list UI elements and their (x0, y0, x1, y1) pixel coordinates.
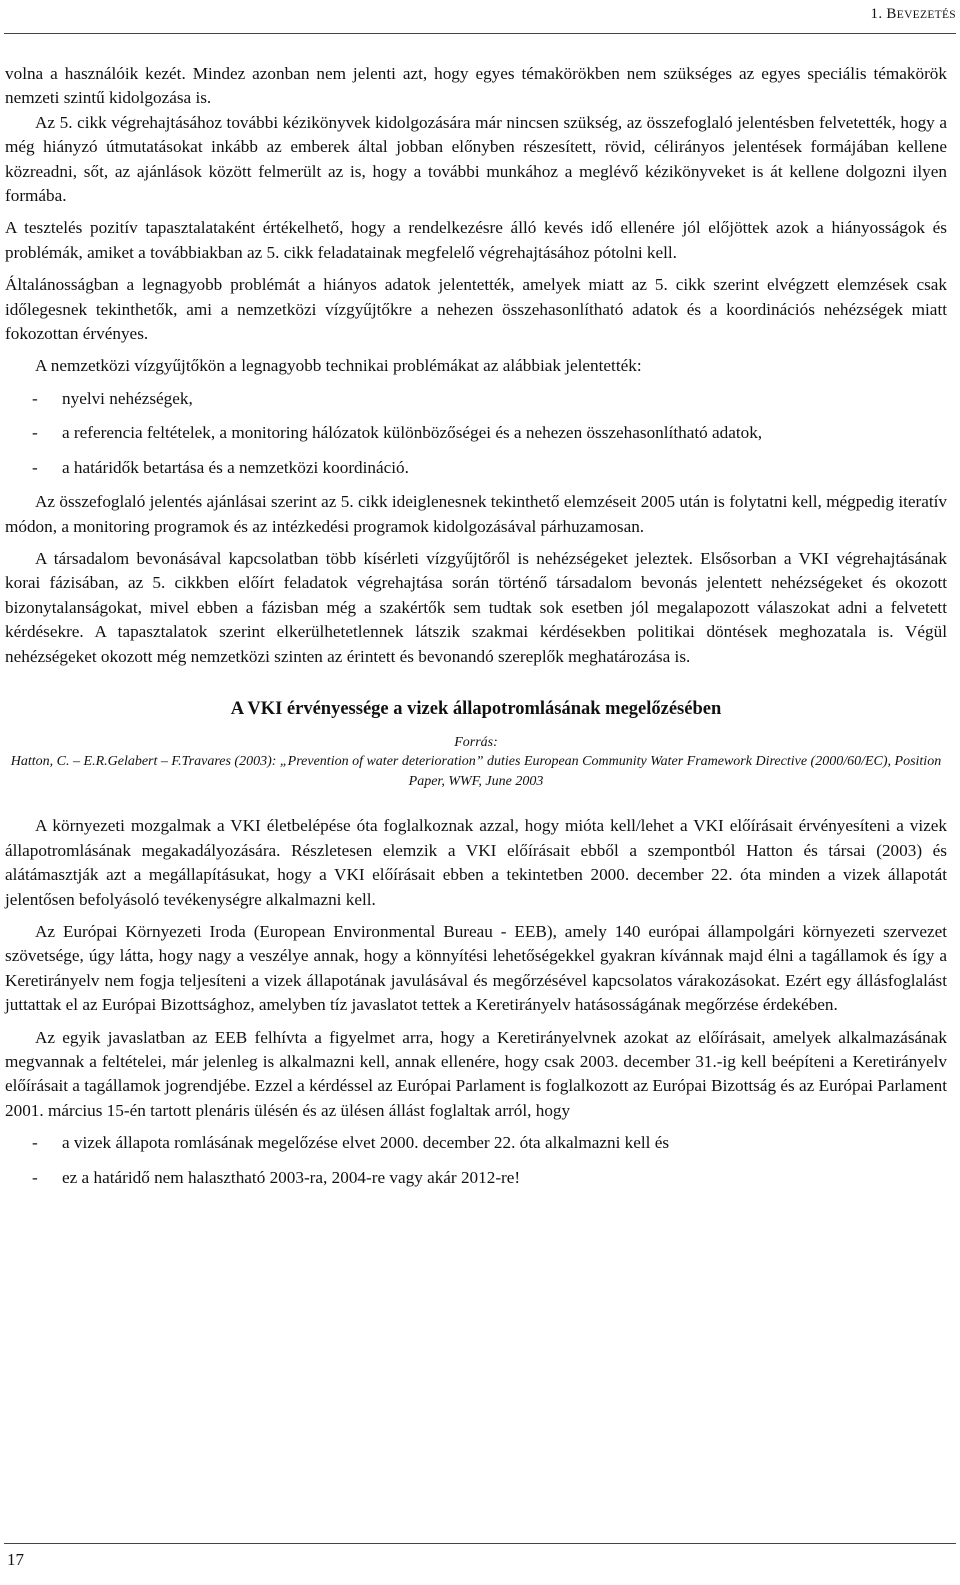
problems-list (5, 387, 947, 480)
footer-rule (4, 1543, 956, 1544)
paragraph-missing-data: Általánosságban a legnagyobb problémát a hiányos adatok jelentették, amelyek miatt az 5. cikk szerint elvégzett elemzések csak időlegesnek tekinthetők, ami a nemzetközi vízgyűjtőkre a nehezen összehasonlítható adatok és a koordinációs nehézségek miatt fokozottan érvényes. (5, 275, 947, 344)
paragraph-eeb-proposal: Az egyik javaslatban az EEB felhívta a figyelmet arra, hogy a Keretirányelvnek azokat az előírásait, amelyek alkalmazásának megvannak a feltételei, már jelenleg is alkalmazni kell, annak ellenére, hogy csak 2003. december 31.-ig kell beépíteni a Keretirányelv előírásait a tagállamok jogrendjébe. Ezzel a kérdéssel az Európai Parlament is foglalkozott az Európai Bizottság és az Európai Parlament 2001. március 15-én tartott plenáris ülésén és az ülésen állást foglaltak arról, hogy (5, 1027, 947, 1120)
paragraph-article5-manuals: Az 5. cikk végrehajtásához további kézikönyvek kidolgozására már nincsen szükség, az összefoglaló jelentésben felvetették, hogy a még hiányzó útmutatásokat inkább az emberek által jobban előnyben részesített, rövid, célirányos jelentések formájában kellene közreadni, sőt, az ajánlások között felmerült az is, hogy a további munkához a meglévő kézikönyveket is át kellene dolgozni ilyen formába. (5, 112, 947, 206)
chapter-title-smallcaps: EVEZETÉS (896, 9, 956, 21)
paragraph-recommendations: Az összefoglaló jelentés ajánlásai szerint az 5. cikk ideiglenesnek tekinthető elemzéseit 2005 után is folytatni kell, mégpedig iteratív módon, a monitoring programok és az intézkedési programok kidolgozásával párhuzamosan. (5, 492, 947, 536)
page-number: 17 (7, 1550, 24, 1569)
list-item: - a határidők betartása és a nemzetközi koordináció. (5, 456, 947, 480)
paragraph-public-participation: A társadalom bevonásával kapcsolatban több kísérleti vízgyűjtőről is nehézségeket jeleztek. Elsősorban a VKI végrehajtásának korai fázisában, az 5. cikkben előírt feladatok végrehajtása során történő társadalom bevonás jelentett nehézségeket és okozott bizonytalanságokat, mivel ebben a fázisban még a szakértők sem tudtak sok esetben jól megalapozott válaszokat adni a felvetett kérdésekre. A tapasztalatok szerint elkerülhetetlennek látszik szakmai kérdésekben politikai döntések meghozatala is. Végül nehézségeket okozott még nemzetközi szinten az érintett és bevonandó szereplők meghatározása is. (5, 548, 947, 666)
paragraph-continuation: volna a használóik kezét. Mindez azonban nem jelenti azt, hogy egyes témakörökben nem szükséges az egyes speciális témakörök nemzeti szintű kidolgozása is. (5, 64, 947, 108)
list-item: - a referencia feltételek, a monitoring hálózatok különbözőségei és a nehezen összehasonlítható adatok, (5, 421, 947, 445)
list-item: - nyelvi nehézségek, (5, 387, 947, 411)
parliament-list (5, 1131, 947, 1190)
list-item: - a vizek állapota romlásának megelőzése elvet 2000. december 22. óta alkalmazni kell és (5, 1131, 947, 1155)
page-body (5, 62, 947, 1200)
paragraph-environmental-movements: A környezeti mozgalmak a VKI életbelépése óta foglalkoznak azzal, hogy mióta kell/lehet a VKI előírásait érvényesíteni a vizek állapotromlásának megakadályozására. Részletesen elemzik a VKI előírásait ebből a szempontból Hatton és társai (2003) és alátámasztják azt a megállapításukat, hogy a VKI előírásait ebben a tekintetben 2000. december 22. óta minden a vizek állapotát jelentősen befolyásoló tevékenységre alkalmazni kell. (5, 816, 947, 909)
paragraph-technical-problems: A nemzetközi vízgyűjtőkön a legnagyobb technikai problémákat az alábbiak jelentették: (35, 356, 642, 376)
chapter-prefix: 1. B (870, 6, 897, 22)
source-label: Forrás: (454, 735, 498, 751)
section-title: A VKI érvényessége a vizek állapotromlásának megelőzésében (230, 698, 722, 719)
paragraph-eeb: Az Európai Környezeti Iroda (European Environmental Bureau - EEB), amely 140 európai állampolgári környezeti szervezet szövetsége, úgy látta, hogy nagy a veszélye annak, hogy a könnyítési lehetőségekkel gyakran kívánnak majd élni a tagállamok és így a Keretirányelv nem fogja teljesíteni a vizek állapotának javulásával és megőrzésével kapcsolatos várakozásokat. Ezért egy állásfoglalást juttattak el az Európai Bizottsághoz, amelyben tíz javaslatot tettek a Keretirányelv hatásosságának megőrzése érdekében. (5, 921, 947, 1015)
source-citation: Hatton, C. – E.R.Gelabert – F.Travares (2003): „Prevention of water deterioration” duties European Community Water Framework Directive (2000/60/EC), Position Paper, WWF, June 2003 (10, 754, 942, 789)
list-item: - ez a határidő nem halasztható 2003-ra, 2004-re vagy akár 2012-re! (5, 1166, 947, 1190)
running-header (4, 0, 956, 34)
paragraph-testing-results: A tesztelés pozitív tapasztalataként értékelhető, hogy a rendelkezésre álló kevés idő ellenére jól előjöttek azok a hiányosságok és problémák, amiket a továbbiakban az 5. cikk feladatainak megfelelő végrehajtásához pótolni kell. (5, 218, 947, 262)
